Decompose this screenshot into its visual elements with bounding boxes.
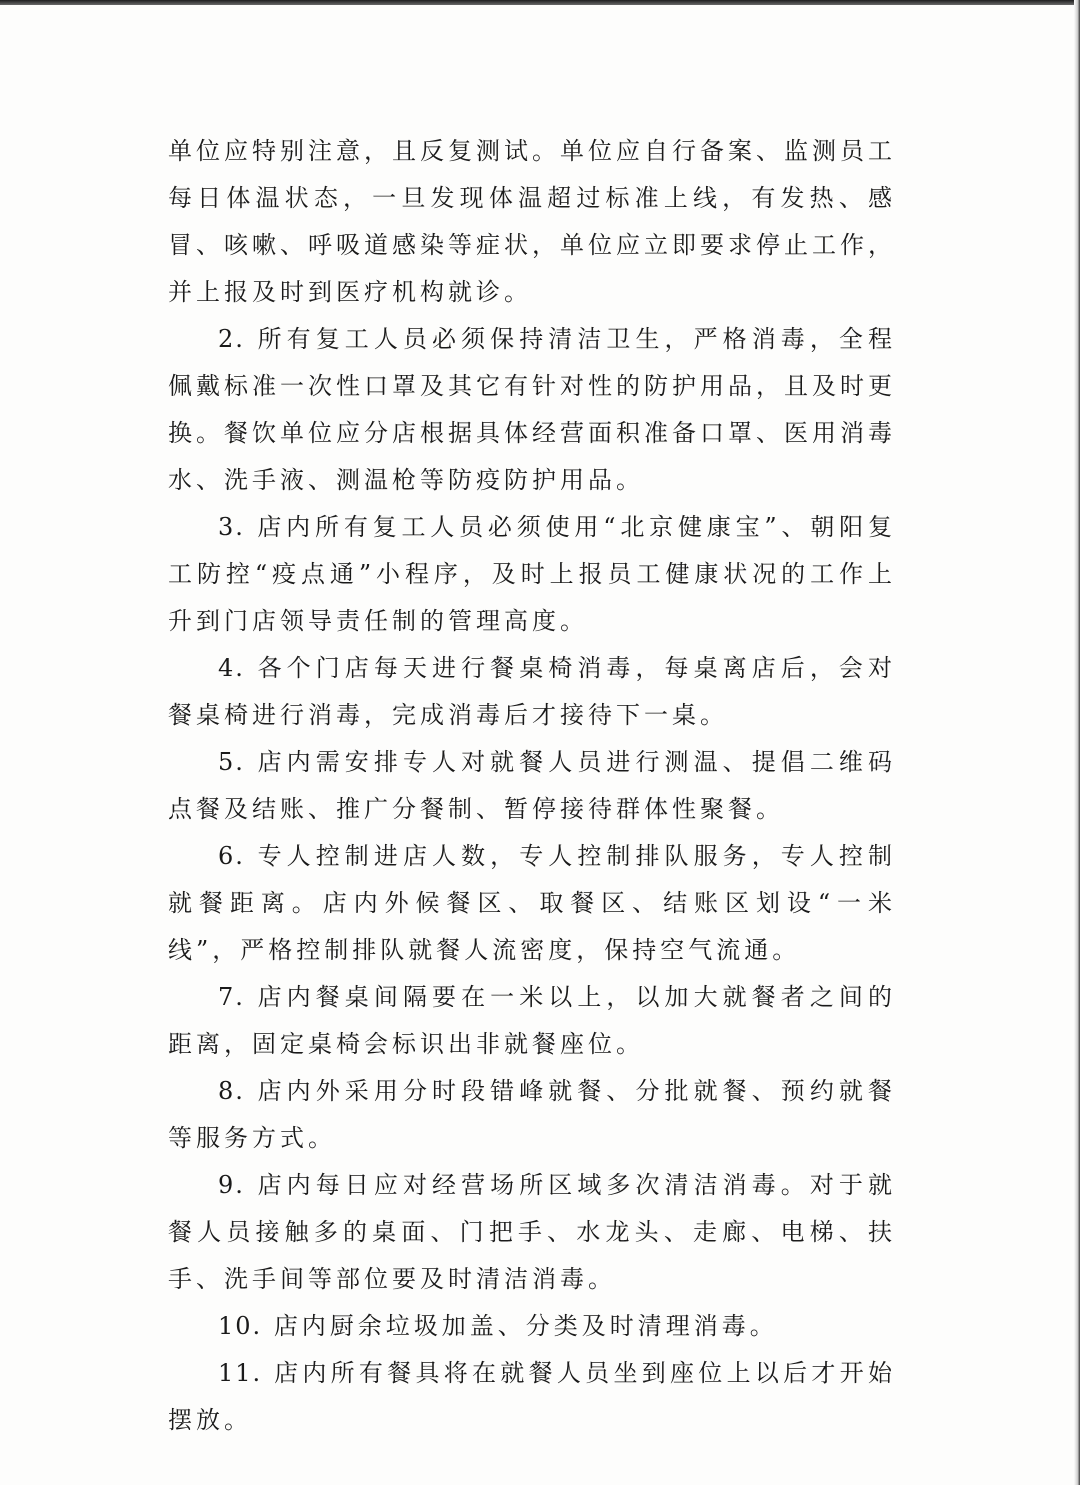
paragraph-text: 店内每日应对经营场所区域多次清洁消毒。对于就餐人员接触多的桌面、门把手、水龙头、走廊、电梯、扶手、洗手间等部位要及时清洁消毒。 — [168, 1171, 896, 1293]
scan-edge-right — [1074, 0, 1080, 1485]
item-number: 5. — [218, 748, 245, 776]
paragraph-text: 各个门店每天进行餐桌椅消毒，每桌离店后，会对餐桌椅进行消毒，完成消毒后才接待下一桌。 — [168, 654, 896, 729]
item-number: 9. — [218, 1171, 245, 1199]
item-number: 2. — [218, 325, 245, 353]
paragraph-text: 店内厨余垃圾加盖、分类及时清理消毒。 — [273, 1312, 778, 1340]
paragraph-item-6 — [168, 833, 896, 974]
paragraph-text: 专人控制进店人数，专人控制排队服务，专人控制就餐距离。店内外候餐区、取餐区、结账区划设“一米线”，严格控制排队就餐人流密度，保持空气流通。 — [168, 842, 896, 964]
item-number: 6. — [218, 842, 245, 870]
paragraph-item-5 — [168, 739, 896, 833]
paragraph-item-2 — [168, 316, 896, 504]
paragraph-continued — [168, 128, 896, 316]
document-body — [168, 128, 896, 1444]
paragraph-text: 单位应特别注意，且反复测试。单位应自行备案、监测员工每日体温状态，一旦发现体温超过标准上线，有发热、感冒、咳嗽、呼吸道感染等症状，单位应立即要求停止工作，并上报及时到医疗机构就诊。 — [168, 137, 896, 306]
paragraph-item-3 — [168, 504, 896, 645]
paragraph-item-8 — [168, 1068, 896, 1162]
paragraph-item-7 — [168, 974, 896, 1068]
paragraph-text: 店内需安排专人对就餐人员进行测温、提倡二维码点餐及结账、推广分餐制、暂停接待群体性聚餐。 — [168, 748, 896, 823]
paragraph-item-4 — [168, 645, 896, 739]
scan-edge-top — [0, 0, 1080, 5]
paragraph-item-11 — [168, 1350, 896, 1444]
item-number: 11. — [218, 1359, 263, 1387]
item-number: 10. — [218, 1312, 263, 1340]
item-number: 7. — [218, 983, 245, 1011]
paragraph-text: 店内餐桌间隔要在一米以上，以加大就餐者之间的距离，固定桌椅会标识出非就餐座位。 — [168, 983, 896, 1058]
paragraph-text: 店内所有餐具将在就餐人员坐到座位上以后才开始摆放。 — [168, 1359, 896, 1434]
item-number: 3. — [218, 513, 245, 541]
paragraph-text: 所有复工人员必须保持清洁卫生，严格消毒，全程佩戴标准一次性口罩及其它有针对性的防护用品，且及时更换。餐饮单位应分店根据具体经营面积准备口罩、医用消毒水、洗手液、测温枪等防疫防护用品。 — [168, 325, 896, 494]
item-number: 8. — [218, 1077, 245, 1105]
paragraph-item-9 — [168, 1162, 896, 1303]
paragraph-text: 店内外采用分时段错峰就餐、分批就餐、预约就餐等服务方式。 — [168, 1077, 896, 1152]
paragraph-item-10 — [168, 1303, 896, 1350]
item-number: 4. — [218, 654, 245, 682]
paragraph-text: 店内所有复工人员必须使用“北京健康宝”、朝阳复工防控“疫点通”小程序，及时上报员工健康状况的工作上升到门店领导责任制的管理高度。 — [168, 513, 896, 635]
